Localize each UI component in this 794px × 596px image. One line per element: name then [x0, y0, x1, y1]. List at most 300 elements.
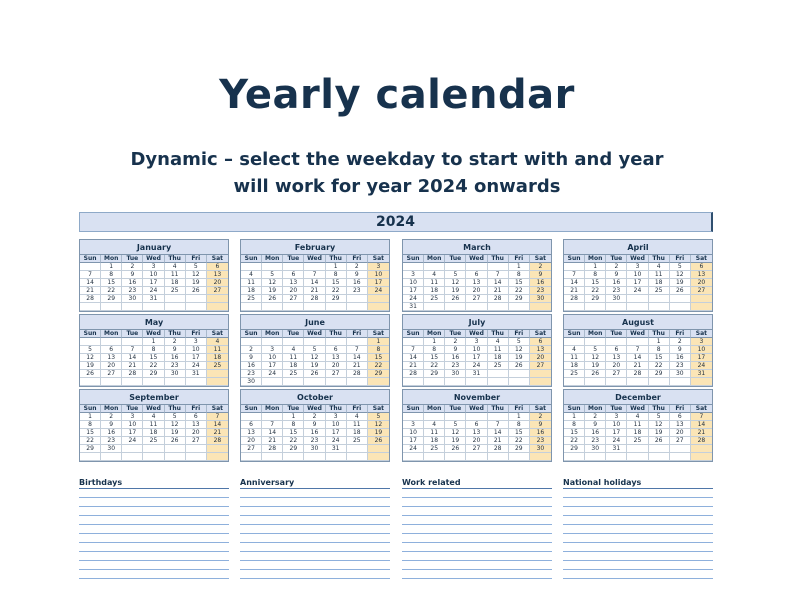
day-cell: 15 — [101, 279, 122, 287]
day-cell — [326, 453, 347, 461]
day-cell: 27 — [186, 437, 207, 445]
day-cell: 25 — [424, 445, 445, 453]
day-cell — [670, 453, 691, 461]
weekday-header: Sat — [207, 330, 228, 338]
day-cell: 8 — [368, 346, 389, 354]
day-cell: 21 — [122, 362, 143, 370]
day-cell — [80, 453, 101, 461]
note-line[interactable] — [402, 552, 552, 561]
month-october — [240, 389, 390, 462]
day-cell: 26 — [262, 295, 283, 303]
day-cell: 30 — [670, 370, 691, 378]
weekday-header: Wed — [143, 255, 164, 263]
day-cell: 31 — [691, 370, 712, 378]
day-cell — [143, 445, 164, 453]
day-cell — [627, 445, 648, 453]
day-cell: 12 — [186, 271, 207, 279]
month-name: October — [241, 390, 389, 405]
day-cell: 30 — [101, 445, 122, 453]
day-cell: 10 — [186, 346, 207, 354]
day-cell: 3 — [326, 413, 347, 421]
note-line[interactable] — [79, 516, 229, 525]
day-cell: 25 — [165, 287, 186, 295]
day-cell — [347, 378, 368, 386]
note-line[interactable] — [79, 498, 229, 507]
day-cell: 27 — [691, 287, 712, 295]
day-cell: 13 — [186, 421, 207, 429]
day-cell — [80, 378, 101, 386]
weekday-header: Thu — [326, 330, 347, 338]
day-cell: 4 — [564, 346, 585, 354]
day-cell: 14 — [627, 354, 648, 362]
day-cell: 25 — [424, 295, 445, 303]
note-line[interactable] — [79, 534, 229, 543]
day-cell: 3 — [143, 263, 164, 271]
day-cell: 15 — [326, 279, 347, 287]
day-cell: 23 — [606, 287, 627, 295]
day-cell: 13 — [101, 354, 122, 362]
note-line[interactable] — [240, 516, 390, 525]
day-cell: 7 — [122, 346, 143, 354]
day-cell: 14 — [564, 279, 585, 287]
day-cell: 5 — [445, 271, 466, 279]
weekday-header: Tue — [283, 405, 304, 413]
day-cell: 3 — [262, 346, 283, 354]
day-cell: 24 — [691, 362, 712, 370]
weekday-header: Fri — [670, 330, 691, 338]
day-cell — [347, 295, 368, 303]
day-cell: 20 — [466, 287, 487, 295]
day-cell: 25 — [627, 437, 648, 445]
note-line[interactable] — [240, 498, 390, 507]
weekday-header: Wed — [466, 405, 487, 413]
day-cell: 31 — [606, 445, 627, 453]
day-cell: 13 — [283, 279, 304, 287]
note-line[interactable] — [563, 525, 713, 534]
day-cell — [649, 453, 670, 461]
note-line[interactable] — [240, 552, 390, 561]
weekday-header: Tue — [445, 255, 466, 263]
day-cell — [445, 453, 466, 461]
day-cell: 10 — [368, 271, 389, 279]
note-line[interactable] — [402, 498, 552, 507]
day-cell: 24 — [122, 437, 143, 445]
day-cell: 17 — [403, 287, 424, 295]
day-cell: 10 — [466, 346, 487, 354]
day-cell: 28 — [564, 295, 585, 303]
day-cell: 12 — [509, 346, 530, 354]
note-line[interactable] — [563, 552, 713, 561]
note-line[interactable] — [402, 561, 552, 570]
day-cell — [564, 378, 585, 386]
day-cell: 17 — [627, 279, 648, 287]
day-cell: 4 — [649, 263, 670, 271]
day-cell: 1 — [101, 263, 122, 271]
day-cell — [488, 413, 509, 421]
day-cell — [403, 263, 424, 271]
day-cell: 1 — [585, 263, 606, 271]
day-cell: 24 — [606, 437, 627, 445]
day-cell: 20 — [530, 354, 551, 362]
day-cell: 11 — [424, 279, 445, 287]
weekday-header: Sun — [564, 405, 585, 413]
day-cell: 18 — [564, 362, 585, 370]
day-cell: 19 — [80, 362, 101, 370]
month-name: August — [564, 315, 712, 330]
day-cell: 8 — [101, 271, 122, 279]
day-cell: 24 — [143, 287, 164, 295]
day-cell: 30 — [304, 445, 325, 453]
day-cell — [283, 303, 304, 311]
day-cell — [530, 303, 551, 311]
weekday-header: Wed — [466, 255, 487, 263]
note-line[interactable] — [79, 561, 229, 570]
day-cell — [207, 445, 228, 453]
notes-national-holidays — [563, 478, 713, 579]
day-cell: 5 — [445, 421, 466, 429]
day-cell: 2 — [347, 263, 368, 271]
month-name: July — [403, 315, 551, 330]
day-cell: 26 — [649, 437, 670, 445]
note-line[interactable] — [402, 543, 552, 552]
day-cell — [488, 378, 509, 386]
note-line[interactable] — [563, 507, 713, 516]
note-line[interactable] — [240, 561, 390, 570]
day-cell: 19 — [670, 279, 691, 287]
day-cell: 25 — [241, 295, 262, 303]
day-cell: 15 — [80, 429, 101, 437]
day-cell: 31 — [186, 370, 207, 378]
note-line[interactable] — [563, 543, 713, 552]
day-cell: 27 — [670, 437, 691, 445]
note-line[interactable] — [563, 570, 713, 579]
month-december — [563, 389, 713, 462]
weekday-header: Mon — [262, 405, 283, 413]
day-cell: 11 — [627, 421, 648, 429]
weekday-header: Sun — [564, 255, 585, 263]
day-cell: 4 — [207, 338, 228, 346]
day-cell: 3 — [122, 413, 143, 421]
day-cell: 11 — [488, 346, 509, 354]
day-cell: 13 — [691, 271, 712, 279]
day-cell: 13 — [466, 279, 487, 287]
day-cell: 28 — [262, 445, 283, 453]
day-cell: 7 — [347, 346, 368, 354]
day-cell: 14 — [488, 429, 509, 437]
day-cell: 8 — [564, 421, 585, 429]
day-cell: 27 — [466, 295, 487, 303]
weekday-header: Sun — [403, 255, 424, 263]
day-cell: 1 — [80, 413, 101, 421]
day-cell — [424, 413, 445, 421]
day-cell: 4 — [488, 338, 509, 346]
day-cell: 21 — [403, 362, 424, 370]
day-cell: 7 — [262, 421, 283, 429]
day-cell: 3 — [186, 338, 207, 346]
day-cell — [627, 295, 648, 303]
day-cell: 6 — [670, 413, 691, 421]
day-cell: 29 — [424, 370, 445, 378]
day-cell: 9 — [606, 271, 627, 279]
weekday-header: Fri — [509, 405, 530, 413]
day-cell: 15 — [283, 429, 304, 437]
day-cell — [186, 453, 207, 461]
day-cell — [207, 303, 228, 311]
day-cell: 16 — [304, 429, 325, 437]
day-cell: 14 — [403, 354, 424, 362]
weekday-header: Mon — [101, 255, 122, 263]
day-cell: 21 — [347, 362, 368, 370]
weekday-header: Thu — [326, 255, 347, 263]
note-line[interactable] — [402, 507, 552, 516]
weekday-header: Wed — [466, 330, 487, 338]
day-cell: 21 — [488, 287, 509, 295]
note-line[interactable] — [402, 570, 552, 579]
day-cell — [466, 263, 487, 271]
day-cell: 4 — [241, 271, 262, 279]
day-cell — [304, 453, 325, 461]
day-cell — [445, 378, 466, 386]
day-cell: 14 — [488, 279, 509, 287]
day-cell: 11 — [283, 354, 304, 362]
day-cell — [347, 445, 368, 453]
day-cell: 7 — [488, 421, 509, 429]
day-cell: 13 — [466, 429, 487, 437]
weekday-header: Fri — [347, 405, 368, 413]
day-cell: 10 — [691, 346, 712, 354]
note-line[interactable] — [402, 489, 552, 498]
day-cell — [207, 370, 228, 378]
day-cell: 28 — [347, 370, 368, 378]
day-cell: 8 — [649, 346, 670, 354]
weekday-header: Tue — [283, 330, 304, 338]
day-cell: 21 — [627, 362, 648, 370]
day-cell: 21 — [80, 287, 101, 295]
day-cell — [445, 263, 466, 271]
notes-title: Work related — [402, 478, 461, 487]
day-cell — [585, 303, 606, 311]
day-cell: 26 — [304, 370, 325, 378]
day-cell: 3 — [368, 263, 389, 271]
weekday-header: Wed — [304, 330, 325, 338]
day-cell: 3 — [403, 421, 424, 429]
day-cell — [241, 413, 262, 421]
day-cell: 3 — [627, 263, 648, 271]
day-cell — [122, 303, 143, 311]
note-line[interactable] — [402, 516, 552, 525]
day-cell — [207, 378, 228, 386]
day-cell: 15 — [564, 429, 585, 437]
day-cell: 23 — [530, 437, 551, 445]
note-line[interactable] — [563, 516, 713, 525]
day-cell — [585, 453, 606, 461]
day-cell: 1 — [649, 338, 670, 346]
day-cell — [326, 378, 347, 386]
day-cell: 1 — [564, 413, 585, 421]
day-cell: 29 — [509, 445, 530, 453]
day-cell: 9 — [101, 421, 122, 429]
month-april — [563, 239, 713, 312]
day-cell: 23 — [585, 437, 606, 445]
day-cell — [283, 338, 304, 346]
day-cell: 10 — [606, 421, 627, 429]
day-cell — [101, 453, 122, 461]
day-cell: 29 — [80, 445, 101, 453]
day-cell — [122, 338, 143, 346]
note-line[interactable] — [240, 570, 390, 579]
day-cell: 2 — [122, 263, 143, 271]
day-cell — [186, 378, 207, 386]
note-line[interactable] — [240, 489, 390, 498]
day-cell: 17 — [143, 279, 164, 287]
day-cell: 21 — [304, 287, 325, 295]
month-name: December — [564, 390, 712, 405]
day-cell: 16 — [445, 354, 466, 362]
weekday-header: Mon — [424, 405, 445, 413]
month-name: November — [403, 390, 551, 405]
day-cell: 10 — [262, 354, 283, 362]
note-line[interactable] — [79, 570, 229, 579]
day-cell: 19 — [445, 437, 466, 445]
month-name: September — [80, 390, 228, 405]
note-line[interactable] — [563, 534, 713, 543]
day-cell — [241, 453, 262, 461]
day-cell: 7 — [488, 271, 509, 279]
day-cell: 5 — [186, 263, 207, 271]
weekday-header: Tue — [445, 330, 466, 338]
day-cell — [368, 445, 389, 453]
day-cell — [530, 370, 551, 378]
weekday-header: Wed — [304, 255, 325, 263]
note-line[interactable] — [240, 543, 390, 552]
weekday-header: Sun — [80, 405, 101, 413]
day-cell: 16 — [606, 279, 627, 287]
day-cell — [326, 338, 347, 346]
weekday-header: Mon — [424, 255, 445, 263]
day-cell: 4 — [424, 271, 445, 279]
day-cell: 10 — [403, 429, 424, 437]
day-cell: 6 — [283, 271, 304, 279]
day-cell: 8 — [585, 271, 606, 279]
month-june — [240, 314, 390, 387]
note-line[interactable] — [79, 552, 229, 561]
month-august — [563, 314, 713, 387]
day-cell: 16 — [530, 429, 551, 437]
day-cell: 18 — [165, 279, 186, 287]
day-cell: 22 — [368, 362, 389, 370]
day-cell: 28 — [403, 370, 424, 378]
day-cell: 31 — [143, 295, 164, 303]
note-line[interactable] — [240, 525, 390, 534]
day-cell: 22 — [101, 287, 122, 295]
day-cell: 10 — [326, 421, 347, 429]
day-cell: 27 — [606, 370, 627, 378]
day-cell: 24 — [466, 362, 487, 370]
day-cell: 24 — [627, 287, 648, 295]
weekday-header: Mon — [585, 255, 606, 263]
weekday-header: Mon — [262, 255, 283, 263]
day-cell — [488, 370, 509, 378]
day-cell: 26 — [368, 437, 389, 445]
weekday-header: Fri — [670, 405, 691, 413]
note-line[interactable] — [79, 543, 229, 552]
day-cell: 22 — [143, 362, 164, 370]
note-line[interactable] — [240, 507, 390, 516]
day-cell: 22 — [283, 437, 304, 445]
weekday-header: Sat — [207, 405, 228, 413]
day-cell: 1 — [509, 413, 530, 421]
day-cell — [445, 413, 466, 421]
day-cell — [627, 453, 648, 461]
day-cell — [368, 303, 389, 311]
day-cell: 30 — [241, 378, 262, 386]
day-cell: 11 — [207, 346, 228, 354]
weekday-header: Sat — [691, 330, 712, 338]
weekday-header: Mon — [585, 405, 606, 413]
weekday-header: Thu — [649, 405, 670, 413]
day-cell — [80, 303, 101, 311]
day-cell: 16 — [241, 362, 262, 370]
weekday-header: Thu — [649, 330, 670, 338]
note-line[interactable] — [402, 525, 552, 534]
day-cell — [466, 453, 487, 461]
day-cell: 3 — [606, 413, 627, 421]
note-line[interactable] — [563, 489, 713, 498]
day-cell: 5 — [262, 271, 283, 279]
month-september — [79, 389, 229, 462]
day-cell — [143, 303, 164, 311]
day-cell — [466, 378, 487, 386]
notes-title: Birthdays — [79, 478, 123, 487]
notes-work-related — [402, 478, 552, 579]
day-cell — [627, 378, 648, 386]
day-cell — [368, 378, 389, 386]
note-line[interactable] — [79, 507, 229, 516]
note-line[interactable] — [240, 534, 390, 543]
day-cell: 16 — [670, 354, 691, 362]
day-cell: 18 — [424, 437, 445, 445]
note-line[interactable] — [563, 498, 713, 507]
day-cell: 20 — [283, 287, 304, 295]
day-cell — [122, 378, 143, 386]
day-cell: 17 — [122, 429, 143, 437]
day-cell: 30 — [530, 295, 551, 303]
day-cell: 15 — [424, 354, 445, 362]
day-cell: 29 — [564, 445, 585, 453]
note-line[interactable] — [563, 561, 713, 570]
day-cell — [488, 303, 509, 311]
weekday-header: Mon — [585, 330, 606, 338]
day-cell: 20 — [466, 437, 487, 445]
day-cell: 29 — [509, 295, 530, 303]
day-cell: 5 — [649, 413, 670, 421]
note-line[interactable] — [79, 525, 229, 534]
day-cell — [283, 263, 304, 271]
day-cell: 11 — [649, 271, 670, 279]
day-cell: 27 — [530, 362, 551, 370]
weekday-header: Sat — [691, 255, 712, 263]
day-cell: 19 — [165, 429, 186, 437]
day-cell — [424, 453, 445, 461]
weekday-header: Tue — [606, 405, 627, 413]
note-line[interactable] — [402, 534, 552, 543]
day-cell: 19 — [186, 279, 207, 287]
notes-title: Anniversary — [240, 478, 295, 487]
day-cell — [143, 378, 164, 386]
weekday-header: Wed — [304, 405, 325, 413]
note-line[interactable] — [79, 489, 229, 498]
day-cell: 23 — [241, 370, 262, 378]
